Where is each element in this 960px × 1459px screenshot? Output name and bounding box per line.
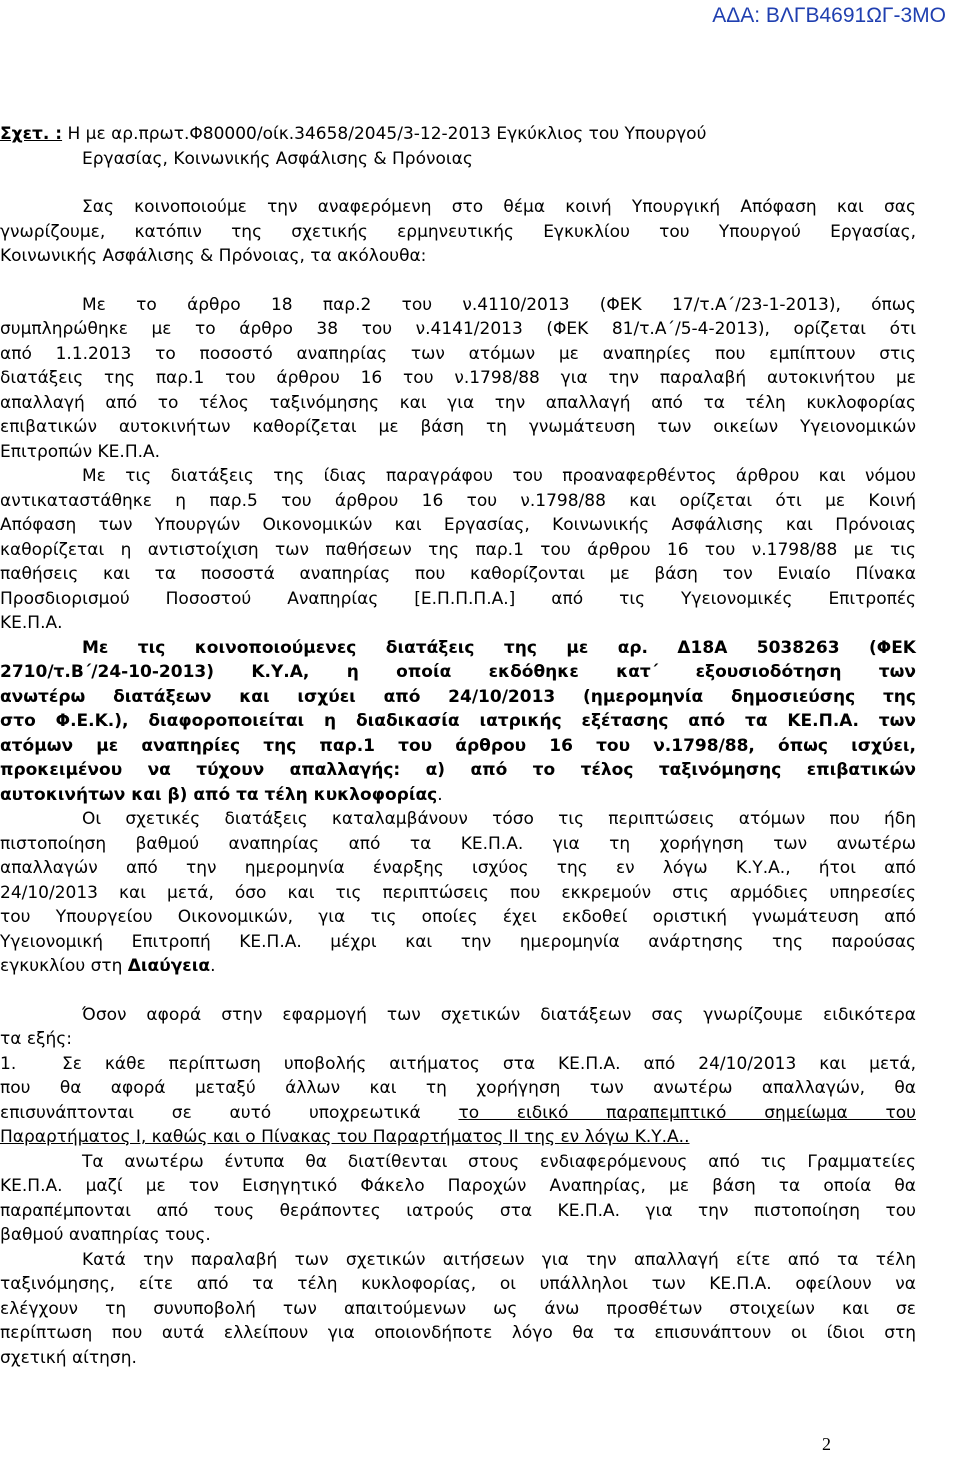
para5-line: Όσον αφορά στην εφαρμογή των σχετικών διατάξεων σας γνωρίζουμε ειδικότερα — [82, 1004, 916, 1025]
para7-line: Κατά την παραλαβή των σχετικών αιτήσεων για την απαλλαγή είτε από τα τέλη — [82, 1249, 916, 1270]
reference-line-1 — [0, 122, 916, 147]
ada-code: ΑΔΑ: ΒΛΓΒ4691ΩΓ-3ΜΟ — [712, 4, 946, 27]
para3-line: ατόμων με αναπηρίες της παρ.1 του άρθρου 16 του ν.1798/88, όπως ισχύει, — [0, 735, 916, 756]
para7-line: περίπτωση που αυτά ελλείπουν για οποιονδήποτε λόγο θα τα επισυνάπτουν οι ίδιοι στη — [0, 1323, 916, 1343]
reference-text-1: Η με αρ.πρωτ.Φ80000/οίκ.34658/2045/3-12-2013 Εγκύκλιος του Υπουργού — [67, 124, 707, 144]
item1-line-3 — [0, 1101, 916, 1126]
para1-line: επιβατικών αυτοκινήτων καθορίζεται με βάση τη γνωμάτευση των οικείων Υγειονομικών — [0, 417, 916, 437]
para1-line: Επιτροπών ΚΕ.Π.Α. — [0, 441, 161, 462]
para2-line: Με τις διατάξεις της ίδιας παραγράφου του προαναφερθέντος άρθρου και νόμου — [82, 466, 916, 486]
intro-line: Κοινωνικής Ασφάλισης & Πρόνοιας, τα ακόλουθα: — [0, 246, 427, 266]
para5-line: τα εξής: — [0, 1029, 72, 1049]
para4-last-text: εγκυκλίου στη — [0, 956, 128, 976]
para6-line: Τα ανωτέρω έντυπα θα διατίθενται στους ενδιαφερόμενους από τις Γραμματείες — [82, 1151, 916, 1172]
page-number: 2 — [822, 1434, 831, 1454]
para7-line: σχετική αίτηση. — [0, 1347, 137, 1368]
para4-line: πιστοποίηση βαθμού αναπηρίας από τα ΚΕ.Π.Α. για τη χορήγηση των ανωτέρω — [0, 833, 916, 854]
para3-line: στο Φ.Ε.Κ.), διαφοροποιείται η διαδικασία ιατρικής εξέτασης από τα ΚΕ.Π.Α. των — [0, 711, 916, 731]
para4-line: του Υπουργείου Οικονομικών, για τις οποίες έχει εκδοθεί οριστική γνωμάτευση από — [0, 907, 916, 927]
para7-line: ελέγχουν τη συνυποβολή των απαιτούμενων ως άνω προσθέτων στοιχείων και σε — [0, 1298, 916, 1319]
item1-text-1: Σε κάθε περίπτωση υποβολής αιτήματος στα ΚΕ.Π.Α. από 24/10/2013 και μετά, — [62, 1053, 916, 1074]
para3-line: 2710/τ.Β΄/24-10-2013) Κ.Υ.Α, η οποία εκδόθηκε κατ΄ εξουσιοδότηση των — [0, 662, 916, 682]
item1-underlined-3: το ειδικό παραπεμπτικό σημείωμα του — [458, 1102, 916, 1123]
para4-line-last: εγκυκλίου στη Διαύγεια. — [0, 956, 216, 976]
para1-line: Με το άρθρο 18 παρ.2 του ν.4110/2013 (ΦΕΚ 17/τ.Α΄/23-1-2013), όπως — [82, 294, 916, 315]
para6-line: βαθμού αναπηρίας τους. — [0, 1225, 211, 1245]
para7-line: ταξινόμησης, είτε από τα τέλη κυκλοφορίας, οι υπάλληλοι των ΚΕ.Π.Α. οφείλουν να — [0, 1274, 916, 1294]
para4-line: Οι σχετικές διατάξεις καταλαμβάνουν τόσο τις περιπτώσεις ατόμων που ήδη — [82, 809, 916, 829]
para4-line: Υγειονομική Επιτροπή ΚΕ.Π.Α. μέχρι και την ημερομηνία ανάρτησης της παρούσας — [0, 931, 916, 952]
reference-line-2: Εργασίας, Κοινωνικής Ασφάλισης & Πρόνοιας — [82, 148, 473, 169]
para6-line: παραπέμπονται από τους θεράποντες ιατρούς στα ΚΕ.Π.Α. για την πιστοποίηση του — [0, 1200, 916, 1221]
para1-line: απαλλαγή από το τέλος ταξινόμησης και για την απαλλαγή από τα τέλη κυκλοφορίας — [0, 392, 916, 413]
para1-line: διατάξεις της παρ.1 του άρθρου 16 του ν.1798/88 για την παραλαβή αυτοκινήτου με — [0, 368, 916, 388]
para2-line: Προσδιορισμού Ποσοστού Αναπηρίας [Ε.Π.Π.Π.Α.] από τις Υγειονομικές Επιτροπές — [0, 588, 916, 609]
para4-line: 24/10/2013 και μετά, όσο και τις περιπτώσεις που εκκρεμούν στις αρμόδιες υπηρεσίες — [0, 882, 916, 903]
para2-line: καθορίζεται η αντιστοίχιση των παθήσεων της παρ.1 του άρθρου 16 του ν.1798/88 με τις — [0, 539, 916, 560]
item1-number: 1. — [0, 1053, 17, 1074]
para3-line: Με τις κοινοποιούμενες διατάξεις της με αρ. Δ18Α 5038263 (ΦΕΚ — [82, 637, 916, 658]
document-body — [0, 122, 916, 1370]
diavgeia-term: Διαύγεια — [127, 956, 211, 976]
para3-line-last: αυτοκινήτων και β) από τα τέλη κυκλοφορίας. — [0, 784, 443, 805]
para2-line: παθήσεις και τα ποσοστά αναπηρίας που καθορίζονται με βάση τον Ενιαίο Πίνακα — [0, 564, 916, 584]
para3-line: προκειμένου να τύχουν απαλλαγής: α) από το τέλος ταξινόμησης επιβατικών — [0, 760, 916, 780]
item1-text-3: επισυνάπτονται σε αυτό υποχρεωτικά — [0, 1102, 459, 1123]
para4-line: απαλλαγών από την ημερομηνία έναρξης ισχύος της εν λόγω Κ.Υ.Α., ήτοι από — [0, 858, 916, 878]
para3-last-text: αυτοκινήτων και β) από τα τέλη κυκλοφορίας — [0, 784, 438, 805]
item1-line-1 — [0, 1052, 916, 1077]
para6-line: ΚΕ.Π.Α. μαζί με τον Εισηγητικό Φάκελο Παροχών Αναπηρίας, με βάση τα οποία θα — [0, 1176, 916, 1196]
para2-line: αντικαταστάθηκε η παρ.5 του άρθρου 16 του ν.1798/88 και ορίζεται ότι με Κοινή — [0, 490, 916, 511]
para1-line: συμπληρώθηκε με το άρθρο 38 του ν.4141/2013 (ΦΕΚ 81/τ.Α΄/5-4-2013), ορίζεται ότι — [0, 319, 916, 339]
intro-line: γνωρίζουμε, κατόπιν της σχετικής ερμηνευτικής Εγκυκλίου του Υπουργού Εργασίας, — [0, 221, 916, 242]
para1-line: από 1.1.2013 το ποσοστό αναπηρίας των ατόμων με αναπηρίες που εμπίπτουν στις — [0, 343, 916, 364]
reference-label: Σχετ. : — [0, 124, 63, 144]
para3-line: ανωτέρω διατάξεων και ισχύει από 24/10/2013 (ημερομηνία δημοσιεύσης της — [0, 686, 916, 707]
intro-line: Σας κοινοποιούμε την αναφερόμενη στο θέμα κοινή Υπουργική Απόφαση και σας — [82, 197, 916, 217]
item1-line-2: που θα αφορά μεταξύ άλλων και τη χορήγηση των ανωτέρω απαλλαγών, θα — [0, 1078, 916, 1098]
para2-line: Απόφαση των Υπουργών Οικονομικών και Εργασίας, Κοινωνικής Ασφάλισης και Πρόνοιας — [0, 515, 916, 535]
para2-line: ΚΕ.Π.Α. — [0, 613, 63, 633]
item1-line-4: Παραρτήματος Ι, καθώς και ο Πίνακας του Παραρτήματος ΙΙ της εν λόγω Κ.Υ.Α.. — [0, 1127, 690, 1147]
